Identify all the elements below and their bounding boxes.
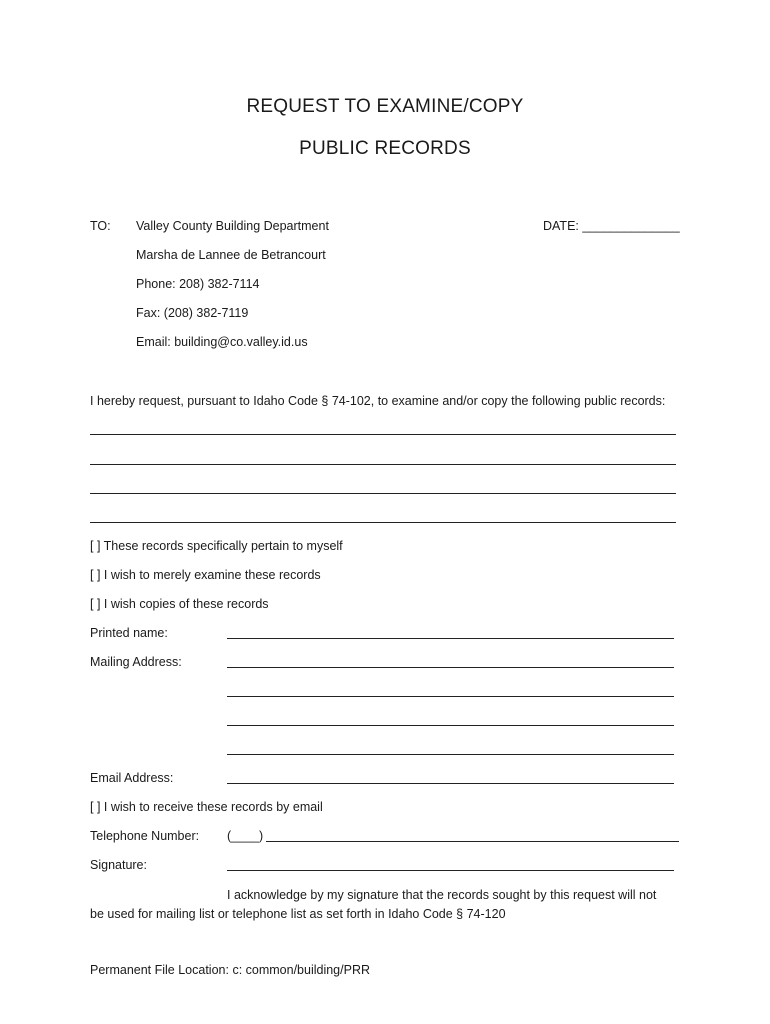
area-code-field[interactable]: (____): [227, 829, 264, 843]
contact-email: Email: building@co.valley.id.us: [136, 335, 308, 349]
records-description-line-1[interactable]: [90, 434, 676, 435]
option-want-copies[interactable]: [ ] I wish copies of these records: [90, 597, 269, 611]
option-pertain-to-self[interactable]: [ ] These records specifically pertain to myself: [90, 539, 343, 553]
acknowledgement-line-1: I acknowledge by my signature that the records sought by this request will not: [227, 888, 657, 902]
department-name: Valley County Building Department: [136, 219, 329, 233]
signature-line[interactable]: [227, 870, 674, 871]
records-description-line-4[interactable]: [90, 522, 676, 523]
mailing-address-line-1[interactable]: [227, 667, 674, 668]
form-title-line-2: PUBLIC RECORDS: [299, 138, 471, 159]
printed-name-line[interactable]: [227, 638, 674, 639]
mailing-address-label: Mailing Address:: [90, 655, 182, 669]
signature-label: Signature:: [90, 858, 147, 872]
email-address-label: Email Address:: [90, 771, 174, 785]
contact-phone: Phone: 208) 382-7114: [136, 277, 260, 291]
request-statement: I hereby request, pursuant to Idaho Code § 74-102, to examine and/or copy the following public records:: [90, 394, 666, 408]
mailing-address-line-4[interactable]: [227, 754, 674, 755]
acknowledgement-line-2: be used for mailing list or telephone list as set forth in Idaho Code § 74-120: [90, 907, 506, 921]
mailing-address-line-3[interactable]: [227, 725, 674, 726]
option-email-delivery[interactable]: [ ] I wish to receive these records by email: [90, 800, 323, 814]
contact-name: Marsha de Lannee de Betrancourt: [136, 248, 326, 262]
email-address-line[interactable]: [227, 783, 674, 784]
printed-name-label: Printed name:: [90, 626, 168, 640]
file-location-footer: Permanent File Location: c: common/building/PRR: [90, 963, 370, 977]
contact-fax: Fax: (208) 382-7119: [136, 306, 249, 320]
mailing-address-line-2[interactable]: [227, 696, 674, 697]
records-description-line-2[interactable]: [90, 464, 676, 465]
option-examine-only[interactable]: [ ] I wish to merely examine these records: [90, 568, 321, 582]
to-label: TO:: [90, 219, 111, 233]
form-title-line-1: REQUEST TO EXAMINE/COPY: [246, 96, 524, 117]
telephone-label: Telephone Number:: [90, 829, 200, 843]
records-description-line-3[interactable]: [90, 493, 676, 494]
telephone-line[interactable]: [266, 841, 679, 842]
date-field[interactable]: DATE: ______________: [543, 219, 680, 233]
